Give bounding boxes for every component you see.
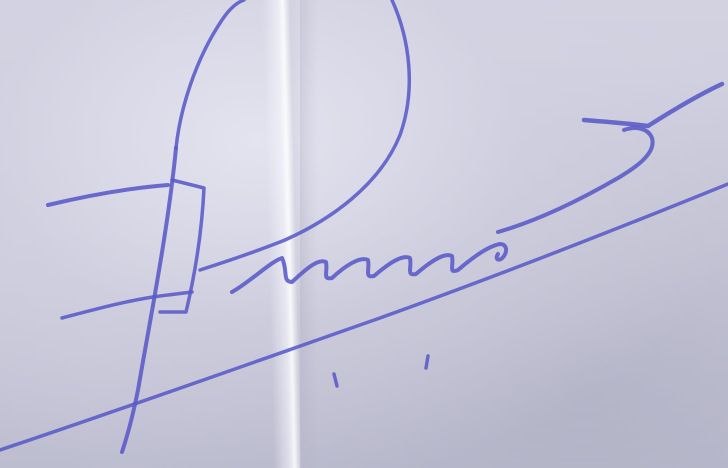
signature-stroke-top-bar (48, 185, 168, 205)
signature-stroke-underline (0, 184, 728, 450)
signature-dot-left (334, 374, 337, 386)
signature-stroke-crossbar (584, 84, 722, 126)
signature-stroke-lower-bar (62, 292, 192, 318)
signature-stroke-flourish (498, 128, 653, 232)
signature-stroke-bowl (200, 0, 409, 270)
signature-stroke-stem-loop (176, 0, 244, 148)
signature-stroke-letters (232, 244, 506, 292)
signature-dot-right (426, 356, 428, 368)
